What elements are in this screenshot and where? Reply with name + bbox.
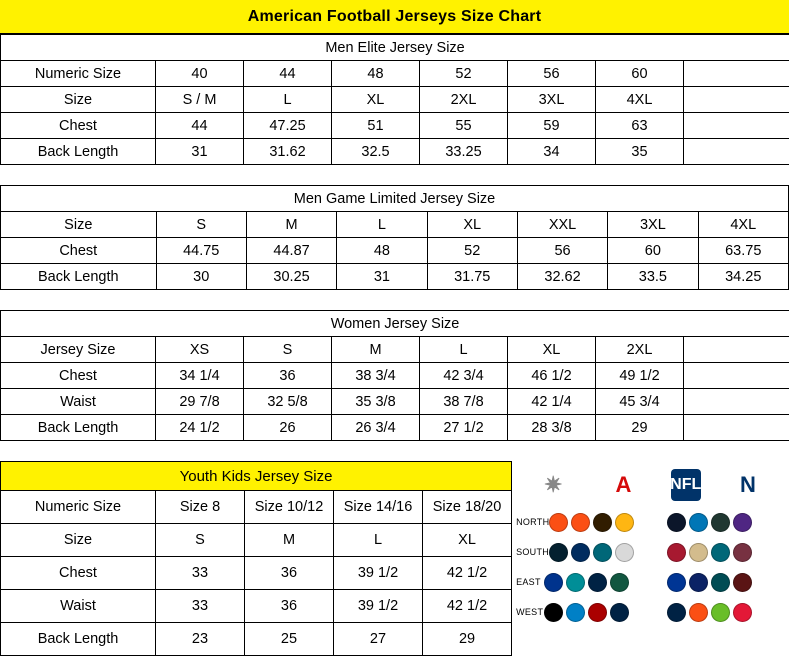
cell: 28 3/8 <box>508 415 596 441</box>
division-label: NORTH <box>516 517 550 527</box>
cell: 56 <box>508 61 596 87</box>
cell: 40 <box>156 61 244 87</box>
team-logo-icon <box>711 543 730 562</box>
table-row <box>1 61 789 87</box>
cell: S <box>156 524 245 557</box>
afc-north-team-logos <box>549 513 667 532</box>
women-heading: Women Jersey Size <box>1 311 789 337</box>
cell: M <box>246 212 336 238</box>
team-logo-icon <box>566 603 585 622</box>
cell: 60 <box>608 238 698 264</box>
cell: 36 <box>244 363 332 389</box>
team-logo-icon <box>711 573 730 592</box>
team-logo-icon <box>615 513 634 532</box>
cell: 4XL <box>596 87 684 113</box>
team-logo-icon <box>689 543 708 562</box>
conference-logo-row <box>512 463 789 507</box>
cell: 55 <box>420 113 508 139</box>
cell: 34 <box>508 139 596 165</box>
row-label: Chest <box>1 238 157 264</box>
section-spacer <box>0 441 789 461</box>
table-row <box>1 491 512 524</box>
cell: 45 3/4 <box>596 389 684 415</box>
table-row <box>1 590 512 623</box>
cell: 44.87 <box>246 238 336 264</box>
division-row-south <box>512 537 789 567</box>
row-label: Back Length <box>1 415 156 441</box>
cell: 27 1/2 <box>420 415 508 441</box>
cell: M <box>245 524 334 557</box>
team-logo-icon <box>593 513 612 532</box>
empty-cell <box>684 139 789 165</box>
cell: 35 3/8 <box>332 389 420 415</box>
cell: 34.25 <box>698 264 788 290</box>
cell: 44 <box>156 113 244 139</box>
cell: 30 <box>156 264 246 290</box>
cell: Size 14/16 <box>334 491 423 524</box>
cell: XL <box>427 212 517 238</box>
nfl-shield-icon: NFL <box>671 469 701 501</box>
row-label: Chest <box>1 557 156 590</box>
table-row <box>1 212 789 238</box>
cell: XL <box>332 87 420 113</box>
cell: 3XL <box>608 212 698 238</box>
cell: L <box>244 87 332 113</box>
table-section-heading-row <box>1 35 789 61</box>
cell: 26 3/4 <box>332 415 420 441</box>
row-label: Numeric Size <box>1 61 156 87</box>
cell: 56 <box>517 238 607 264</box>
team-logo-icon <box>588 573 607 592</box>
cell: 63.75 <box>698 238 788 264</box>
team-logo-icon <box>615 543 634 562</box>
cell: 29 7/8 <box>156 389 244 415</box>
cell: S / M <box>156 87 244 113</box>
empty-cell <box>684 113 789 139</box>
men-elite-heading: Men Elite Jersey Size <box>1 35 789 61</box>
table-row <box>1 337 789 363</box>
youth-and-logos-area <box>0 461 789 656</box>
team-logo-icon <box>667 603 686 622</box>
cell: L <box>420 337 508 363</box>
team-logo-icon <box>610 603 629 622</box>
row-label: Size <box>1 524 156 557</box>
afc-east-team-logos <box>544 573 662 592</box>
table-row <box>1 415 789 441</box>
table-row <box>1 623 512 656</box>
nfc-north-team-logos <box>667 513 785 532</box>
empty-cell <box>684 415 789 441</box>
cell: 26 <box>244 415 332 441</box>
cell: 29 <box>423 623 512 656</box>
cell: 25 <box>245 623 334 656</box>
cell: 42 1/2 <box>423 590 512 623</box>
cell: 3XL <box>508 87 596 113</box>
cell: Size 10/12 <box>245 491 334 524</box>
row-label: Waist <box>1 590 156 623</box>
empty-cell <box>684 363 789 389</box>
division-label: WEST <box>516 607 544 617</box>
nfl-team-logos-panel <box>512 461 789 627</box>
team-logo-icon <box>711 603 730 622</box>
row-label: Chest <box>1 113 156 139</box>
cell: 39 1/2 <box>334 557 423 590</box>
team-logo-icon <box>610 573 629 592</box>
team-logo-icon <box>667 573 686 592</box>
nfc-east-team-logos <box>667 573 785 592</box>
team-logo-icon <box>549 513 568 532</box>
cell: 46 1/2 <box>508 363 596 389</box>
cell: Size 8 <box>156 491 245 524</box>
team-logo-icon <box>588 603 607 622</box>
star-logo-icon: ✷ <box>543 472 563 497</box>
cell: 31 <box>156 139 244 165</box>
youth-heading: Youth Kids Jersey Size <box>1 462 512 491</box>
team-logo-icon <box>667 543 686 562</box>
cell: 33.25 <box>420 139 508 165</box>
cell: 35 <box>596 139 684 165</box>
section-spacer <box>0 290 789 310</box>
cell: 44.75 <box>156 238 246 264</box>
cell: XL <box>423 524 512 557</box>
cell: 31.62 <box>244 139 332 165</box>
cell: 51 <box>332 113 420 139</box>
table-row <box>1 87 789 113</box>
empty-cell <box>684 61 789 87</box>
division-row-north <box>512 507 789 537</box>
team-logo-icon <box>689 513 708 532</box>
cell: 30.25 <box>246 264 336 290</box>
cell: 36 <box>245 557 334 590</box>
women-table <box>0 310 789 441</box>
row-label: Back Length <box>1 139 156 165</box>
table-row <box>1 264 789 290</box>
cell: 32.62 <box>517 264 607 290</box>
row-label: Back Length <box>1 623 156 656</box>
division-row-east <box>512 567 789 597</box>
cell: 42 1/4 <box>508 389 596 415</box>
team-logo-icon <box>689 603 708 622</box>
row-label: Numeric Size <box>1 491 156 524</box>
row-label: Size <box>1 212 157 238</box>
cell: 32.5 <box>332 139 420 165</box>
cell: 4XL <box>698 212 788 238</box>
table-row <box>1 524 512 557</box>
section-spacer <box>0 165 789 185</box>
division-label: EAST <box>516 577 541 587</box>
cell: L <box>334 524 423 557</box>
table-section-heading-row <box>1 311 789 337</box>
cell: XS <box>156 337 244 363</box>
cell: 52 <box>427 238 517 264</box>
table-row <box>1 238 789 264</box>
cell: 23 <box>156 623 245 656</box>
team-logo-icon <box>667 513 686 532</box>
cell: 60 <box>596 61 684 87</box>
team-logo-icon <box>733 513 752 532</box>
cell: 31 <box>337 264 427 290</box>
cell: 2XL <box>596 337 684 363</box>
cell: 59 <box>508 113 596 139</box>
cell: 39 1/2 <box>334 590 423 623</box>
table-row <box>1 113 789 139</box>
team-logo-icon <box>733 543 752 562</box>
row-label: Jersey Size <box>1 337 156 363</box>
cell: 48 <box>332 61 420 87</box>
page-title: American Football Jerseys Size Chart <box>247 7 542 25</box>
cell: 33 <box>156 557 245 590</box>
cell: 52 <box>420 61 508 87</box>
cell: S <box>244 337 332 363</box>
empty-cell <box>684 87 789 113</box>
cell: 29 <box>596 415 684 441</box>
afc-logo-icon: A <box>615 472 632 497</box>
cell: XXL <box>517 212 607 238</box>
nfc-west-team-logos <box>667 603 785 622</box>
cell: M <box>332 337 420 363</box>
cell: 49 1/2 <box>596 363 684 389</box>
cell: Size 18/20 <box>423 491 512 524</box>
cell: 24 1/2 <box>156 415 244 441</box>
table-section-heading-row <box>1 186 789 212</box>
cell: 47.25 <box>244 113 332 139</box>
team-logo-icon <box>733 573 752 592</box>
youth-table <box>0 461 512 656</box>
cell: 44 <box>244 61 332 87</box>
cell: 27 <box>334 623 423 656</box>
table-row <box>1 557 512 590</box>
team-logo-icon <box>544 573 563 592</box>
cell: 63 <box>596 113 684 139</box>
cell: 42 1/2 <box>423 557 512 590</box>
team-logo-icon <box>566 573 585 592</box>
men-game-limited-heading: Men Game Limited Jersey Size <box>1 186 789 212</box>
cell: 34 1/4 <box>156 363 244 389</box>
cell: 33 <box>156 590 245 623</box>
table-row <box>1 389 789 415</box>
cell: 48 <box>337 238 427 264</box>
nfc-south-team-logos <box>667 543 785 562</box>
team-logo-icon <box>549 543 568 562</box>
team-logo-icon <box>689 573 708 592</box>
table-row <box>1 363 789 389</box>
row-label: Waist <box>1 389 156 415</box>
row-label: Chest <box>1 363 156 389</box>
cell: 31.75 <box>427 264 517 290</box>
cell: 32 5/8 <box>244 389 332 415</box>
afc-south-team-logos <box>549 543 667 562</box>
cell: 38 7/8 <box>420 389 508 415</box>
table-row <box>1 139 789 165</box>
team-logo-icon <box>733 603 752 622</box>
empty-cell <box>684 337 789 363</box>
men-elite-table <box>0 34 789 165</box>
division-row-west <box>512 597 789 627</box>
team-logo-icon <box>593 543 612 562</box>
nfc-logo-icon: N <box>739 472 756 497</box>
cell: XL <box>508 337 596 363</box>
empty-cell <box>684 389 789 415</box>
team-logo-icon <box>571 513 590 532</box>
cell: 33.5 <box>608 264 698 290</box>
table-section-heading-row <box>1 462 512 491</box>
row-label: Back Length <box>1 264 157 290</box>
cell: 38 3/4 <box>332 363 420 389</box>
men-game-limited-table <box>0 185 789 290</box>
cell: L <box>337 212 427 238</box>
cell: 36 <box>245 590 334 623</box>
afc-west-team-logos <box>544 603 662 622</box>
team-logo-icon <box>544 603 563 622</box>
division-label: SOUTH <box>516 547 550 557</box>
cell: 42 3/4 <box>420 363 508 389</box>
cell: S <box>156 212 246 238</box>
team-logo-icon <box>711 513 730 532</box>
row-label: Size <box>1 87 156 113</box>
cell: 2XL <box>420 87 508 113</box>
team-logo-icon <box>571 543 590 562</box>
page-title-bar <box>0 0 789 34</box>
